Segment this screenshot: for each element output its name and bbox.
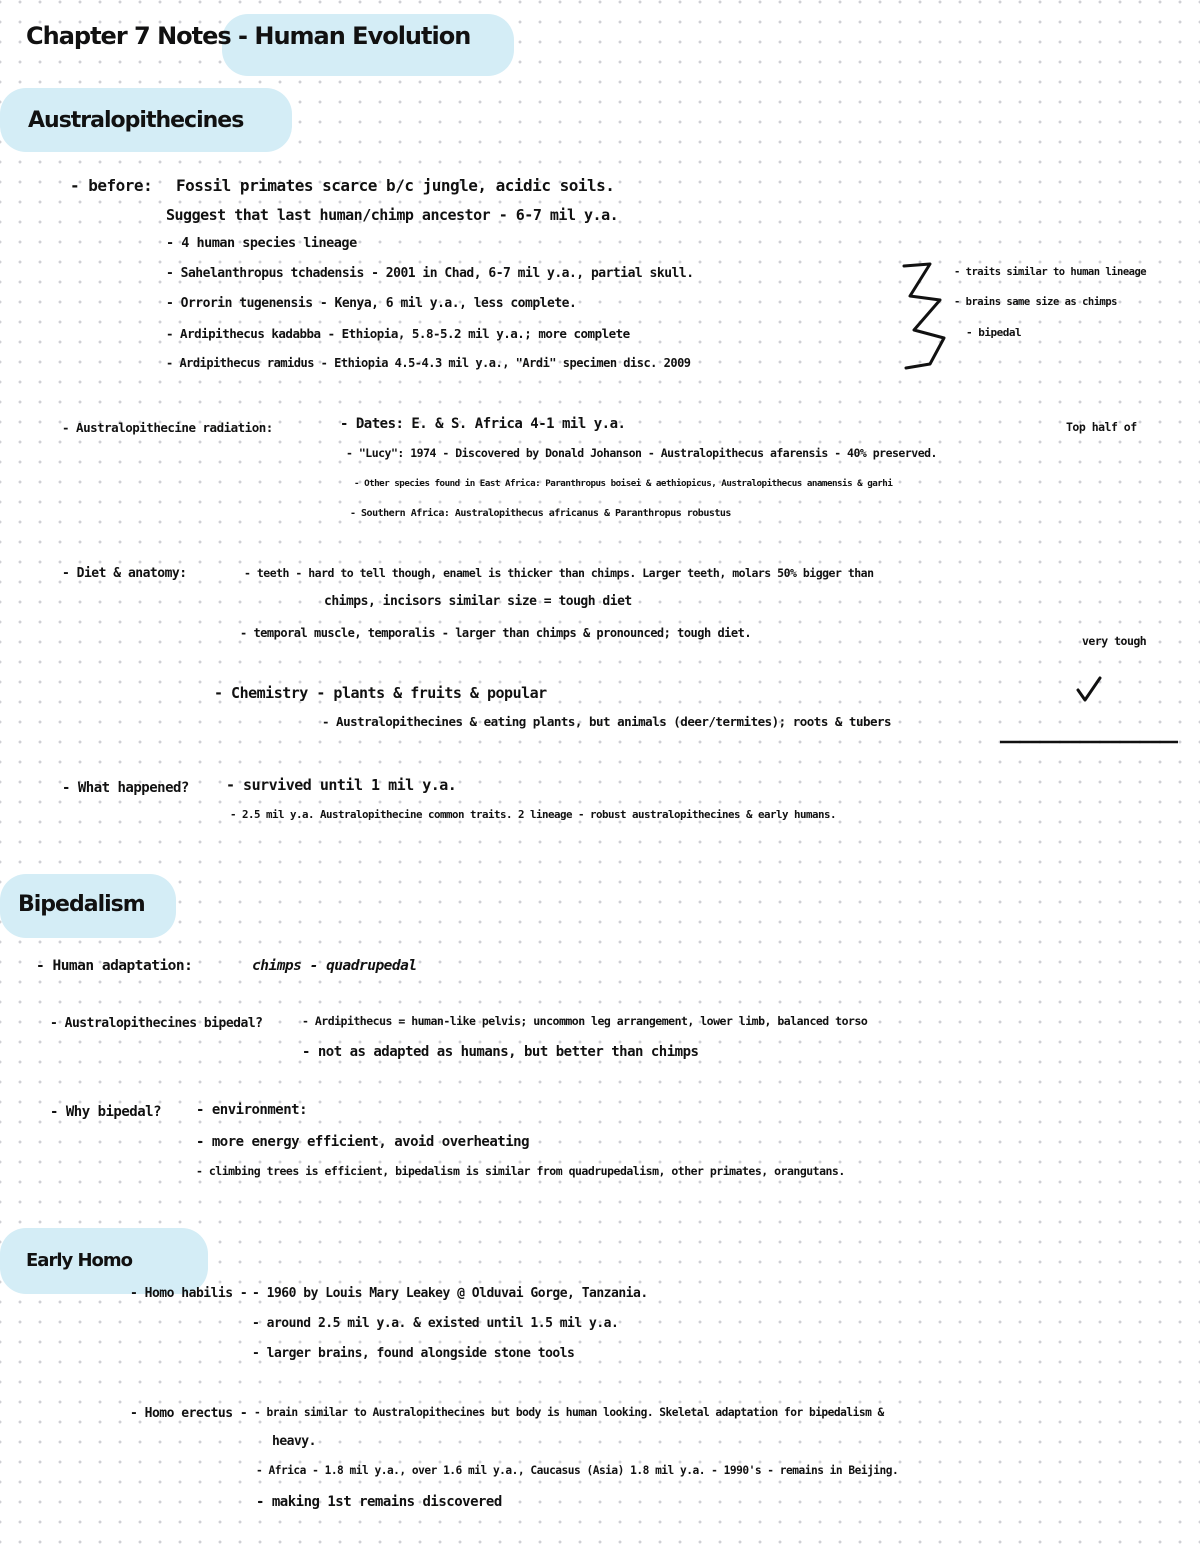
before-line: - Orrorin tugenensis - Kenya, 6 mil y.a., less complete. (166, 296, 577, 311)
before-label: - before: (70, 176, 153, 195)
margin-note: Top half of (1066, 420, 1137, 434)
austral-bipedal-line: - not as adapted as humans, but better than chimps (302, 1044, 699, 1060)
diet-line: - Australopithecines & eating plants, but animals (deer/termites); roots & tubers (322, 714, 892, 729)
radiation-line: - Dates: E. & S. Africa 4-1 mil y.a. (340, 416, 626, 432)
section-heading-australopithecines: Australopithecines (28, 108, 244, 133)
why-bipedal-label: - Why bipedal? (50, 1104, 162, 1120)
before-line: - Sahelanthropus tchadensis - 2001 in Chad, 6-7 mil y.a., partial skull. (166, 266, 694, 281)
before-line: - Ardipithecus ramidus - Ethiopia 4.5-4.3 mil y.a., "Ardi" specimen disc. 2009 (166, 356, 691, 370)
side-note: - brains same size as chimps (954, 296, 1118, 308)
diet-line: - Chemistry - plants & fruits & popular (214, 684, 547, 702)
diet-line: - temporal muscle, temporalis - larger than chimps & pronounced; tough diet. (240, 626, 752, 640)
section-heading-bipedalism: Bipedalism (18, 892, 145, 917)
page-title: Chapter 7 Notes - Human Evolution (26, 22, 471, 50)
diet-line: - teeth - hard to tell though, enamel is thicker than chimps. Larger teeth, molars 50% bigger than (244, 566, 874, 580)
section-heading-early-homo: Early Homo (26, 1250, 133, 1271)
human-adaptation-text: chimps - quadrupedal (252, 958, 417, 974)
habilis-line: - 1960 by Louis Mary Leakey @ Olduvai Gorge, Tanzania. (252, 1286, 648, 1301)
what-happened-line: - 2.5 mil y.a. Australopithecine common traits. 2 lineage - robust australopithecines & early humans. (230, 808, 837, 821)
why-bipedal-line: - more energy efficient, avoid overheating (196, 1134, 530, 1150)
radiation-line: - "Lucy": 1974 - Discovered by Donald Johanson - Australopithecus afarensis - 40% preserved. (346, 446, 937, 460)
side-note: - bipedal (966, 326, 1022, 339)
before-line: - 4 human species lineage (166, 235, 357, 251)
erectus-line: - Africa - 1.8 mil y.a., over 1.6 mil y.a., Caucasus (Asia) 1.8 mil y.a. - 1990's - remains in Beijing. (256, 1464, 899, 1477)
what-happened-label: - What happened? (62, 780, 189, 796)
before-line: Suggest that last human/chimp ancestor - 6-7 mil y.a. (166, 206, 619, 224)
radiation-label: - Australopithecine radiation: (62, 420, 273, 435)
erectus-line: - brain similar to Australopithecines but body is human looking. Skeletal adaptation for bipedalism & (254, 1406, 884, 1419)
erectus-line: - making 1st remains discovered (256, 1494, 502, 1510)
check-mark (1074, 676, 1104, 706)
human-adaptation-label: - Human adaptation: (36, 958, 193, 974)
diet-line: chimps, incisors similar size = tough diet (324, 594, 632, 609)
bracket-mark (900, 260, 960, 370)
underline-mark (1000, 739, 1180, 745)
habilis-line: - larger brains, found alongside stone tools (252, 1346, 575, 1361)
habilis-line: - around 2.5 mil y.a. & existed until 1.5 mil y.a. (252, 1316, 619, 1331)
austral-bipedal-label: - Australopithecines bipedal? (50, 1016, 263, 1031)
habilis-label: - Homo habilis - (130, 1286, 248, 1301)
side-note: - traits similar to human lineage (954, 266, 1147, 278)
diet-label: - Diet & anatomy: (62, 566, 187, 581)
radiation-line: - Southern Africa: Australopithecus africanus & Paranthropus robustus (350, 508, 731, 519)
before-line: - Ardipithecus kadabba - Ethiopia, 5.8-5.2 mil y.a.; more complete (166, 326, 630, 341)
before-line: Fossil primates scarce b/c jungle, acidic soils. (176, 176, 615, 195)
austral-bipedal-line: - Ardipithecus = human-like pelvis; uncommon leg arrangement, lower limb, balanced torso (302, 1014, 868, 1028)
why-bipedal-line: - climbing trees is efficient, bipedalism is similar from quadrupedalism, other primates, orangutans. (196, 1164, 845, 1178)
erectus-label: - Homo erectus - (130, 1406, 248, 1421)
diet-note: very tough (1082, 634, 1147, 648)
what-happened-line: - survived until 1 mil y.a. (226, 776, 457, 794)
why-bipedal-line: - environment: (196, 1102, 308, 1118)
radiation-line: - Other species found in East Africa: Paranthropus boisei & aethiopicus, Australopithecus anamensis & garhi (354, 478, 893, 489)
erectus-line: heavy. (272, 1434, 316, 1449)
